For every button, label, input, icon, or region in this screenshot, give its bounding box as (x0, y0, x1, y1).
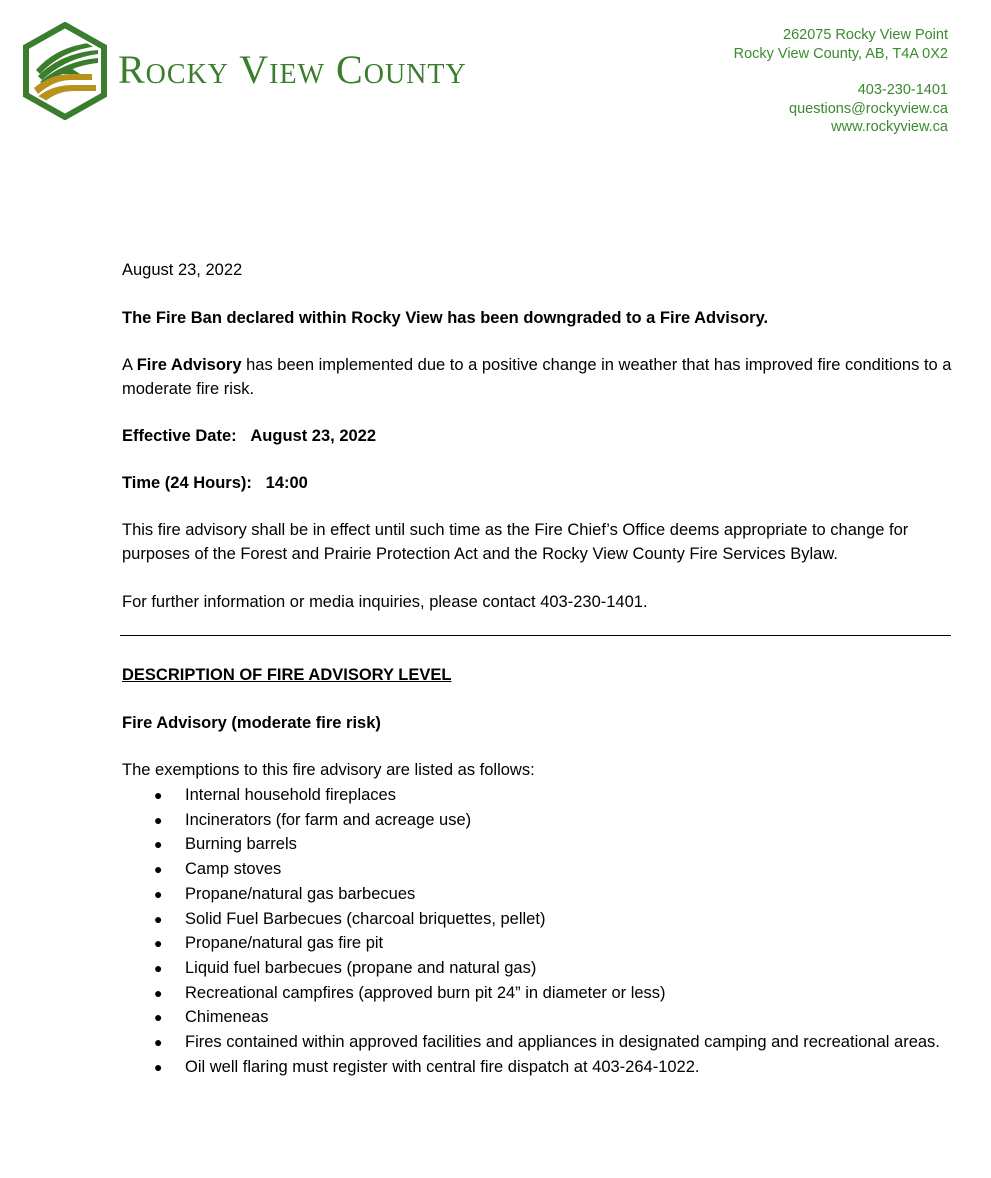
intro-bold: Fire Advisory (136, 356, 242, 374)
effective-date-label: Effective Date: (122, 427, 237, 445)
intro-prefix: A (122, 356, 137, 374)
bullet-icon: ● (154, 1058, 163, 1075)
bullet-icon: ● (154, 836, 163, 853)
phone-number: 403-230-1401 (857, 82, 948, 98)
address-line-2: Rocky View County, AB, T4A 0X2 (733, 45, 948, 62)
bullet-icon: ● (154, 935, 163, 952)
contact-block (734, 26, 948, 137)
divider (120, 635, 951, 636)
list-item: ● Liquid fuel barbecues (propane and natural gas) (122, 956, 952, 981)
intro-rest: has been implemented due to a positive change in weather that has improved fire conditions to a moderate fire risk. (122, 356, 952, 398)
bullet-icon: ● (154, 1009, 163, 1026)
advisory-subheading: Fire Advisory (moderate fire risk) (122, 714, 381, 732)
address-line-1: 262075 Rocky View Point (783, 27, 948, 43)
list-item: ● Oil well flaring must register with central fire dispatch at 403-264-1022. (122, 1055, 952, 1080)
time-line (122, 472, 952, 496)
bullet-icon: ● (154, 811, 163, 828)
bullet-icon: ● (154, 861, 163, 878)
bullet-icon: ● (154, 984, 163, 1001)
exemptions-list (122, 783, 952, 1079)
list-item: ● Propane/natural gas fire pit (122, 931, 952, 956)
effect-paragraph: This fire advisory shall be in effect until such time as the Fire Chief’s Office deems appropriate to change for purposes of the Forest and Prairie Protection Act and the Rocky View County Fire Services Bylaw. (122, 521, 909, 563)
contact-paragraph: For further information or media inquiries, please contact 403-230-1401. (122, 593, 648, 611)
bullet-icon: ● (154, 885, 163, 902)
effective-date-line (122, 425, 952, 449)
bullet-icon: ● (154, 787, 163, 803)
bullet-icon: ● (154, 959, 163, 976)
list-item: ● Fires contained within approved facilities and appliances in designated camping and recreational areas. (122, 1030, 952, 1055)
time-label: Time (24 Hours): (122, 474, 252, 492)
effective-date-value: August 23, 2022 (250, 427, 377, 445)
headline: The Fire Ban declared within Rocky View has been downgraded to a Fire Advisory. (122, 309, 769, 327)
bullet-icon: ● (154, 910, 163, 927)
list-item: ● Solid Fuel Barbecues (charcoal briquettes, pellet) (122, 907, 952, 932)
list-item: ● Internal household fireplaces (122, 783, 952, 808)
list-item: ● Camp stoves (122, 857, 952, 882)
list-item: ● Recreational campfires (approved burn pit 24” in diameter or less) (122, 981, 952, 1006)
exemptions-intro: The exemptions to this fire advisory are listed as follows: (122, 761, 535, 779)
time-value: 14:00 (265, 474, 308, 492)
list-item: ● Incinerators (for farm and acreage use) (122, 808, 952, 833)
letter-date: August 23, 2022 (122, 261, 243, 279)
website-link[interactable]: www.rockyview.ca (831, 119, 948, 135)
email-link[interactable]: questions@rockyview.ca (789, 100, 948, 117)
bullet-icon: ● (154, 1034, 163, 1051)
intro-paragraph (122, 354, 952, 401)
list-item: ● Burning barrels (122, 832, 952, 857)
list-item: ● Propane/natural gas barbecues (122, 882, 952, 907)
org-name: Rocky View County (118, 47, 467, 92)
list-item: ● Chimeneas (122, 1005, 952, 1030)
description-heading: DESCRIPTION OF FIRE ADVISORY LEVEL (122, 666, 452, 684)
rocky-view-county-logo (22, 22, 108, 120)
